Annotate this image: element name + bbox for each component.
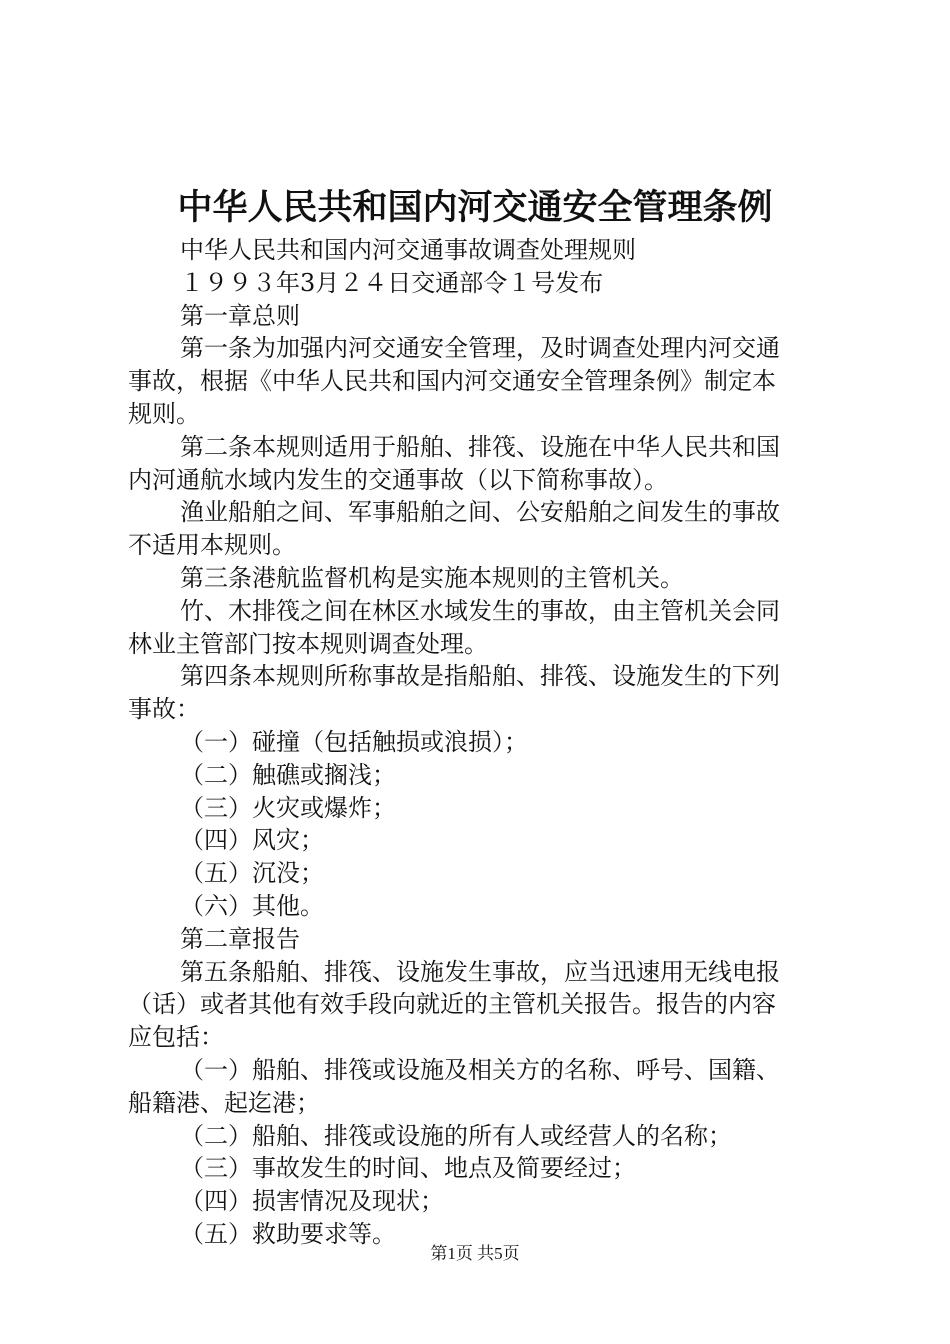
text-line: 第三条港航监督机构是实施本规则的主管机关。	[180, 563, 684, 592]
text-line: （一）碰撞（包括触损或浪损）；	[180, 727, 528, 756]
text-line: 内河通航水域内发生的交通事故（以下简称事故）。	[128, 465, 668, 494]
text-line: （三）事故发生的时间、地点及简要经过；	[180, 1154, 636, 1183]
text-line: （五）沉没；	[180, 859, 324, 888]
text-line: 第一章总则	[180, 301, 300, 330]
text-line: （二）船舶、排筏或设施的所有人或经营人的名称；	[180, 1121, 732, 1150]
text-line: 规则。	[128, 399, 200, 428]
text-line: （三）火灾或爆炸；	[180, 793, 396, 822]
document-title: 中华人民共和国内河交通安全管理条例	[177, 188, 773, 228]
text-line: （四）损害情况及现状；	[180, 1187, 444, 1216]
text-line: 事故：	[128, 695, 200, 724]
text-line: 第四条本规则所称事故是指船舶、排筏、设施发生的下列	[180, 662, 780, 691]
page-footer: 第1页 共5页	[430, 1244, 520, 1263]
text-line: 船籍港、起迄港；	[128, 1088, 320, 1117]
text-line: 事故，根据《中华人民共和国内河交通安全管理条例》制定本	[128, 367, 776, 396]
document-body	[128, 234, 832, 1251]
text-line: 第一条为加强内河交通安全管理，及时调查处理内河交通	[180, 334, 780, 363]
text-line: 中华人民共和国内河交通事故调查处理规则	[180, 236, 636, 264]
text-line: （六）其他。	[180, 891, 324, 920]
text-line: 第五条船舶、排筏、设施发生事故，应当迅速用无线电报	[180, 957, 780, 986]
text-line: 竹、木排筏之间在林区水域发生的事故，由主管机关会同	[180, 596, 780, 625]
text-line: 林业主管部门按本规则调查处理。	[128, 629, 488, 658]
text-line: （四）风灾；	[180, 826, 324, 855]
text-line: １９９３年3月２４日交通部令１号发布	[180, 268, 604, 297]
text-line: （五）救助要求等。	[180, 1219, 396, 1248]
text-line: 应包括：	[128, 1023, 224, 1052]
text-line: （话）或者其他有效手段向就近的主管机关报告。报告的内容	[128, 990, 776, 1019]
text-line: 第二条本规则适用于船舶、排筏、设施在中华人民共和国	[180, 432, 780, 461]
text-line: 不适用本规则。	[128, 531, 296, 560]
text-line: （二）触礁或搁浅；	[180, 760, 396, 789]
text-line: 渔业船舶之间、军事船舶之间、公安船舶之间发生的事故	[180, 498, 780, 527]
text-line: （一）船舶、排筏或设施及相关方的名称、呼号、国籍、	[180, 1055, 780, 1084]
text-line: 第二章报告	[180, 924, 300, 953]
